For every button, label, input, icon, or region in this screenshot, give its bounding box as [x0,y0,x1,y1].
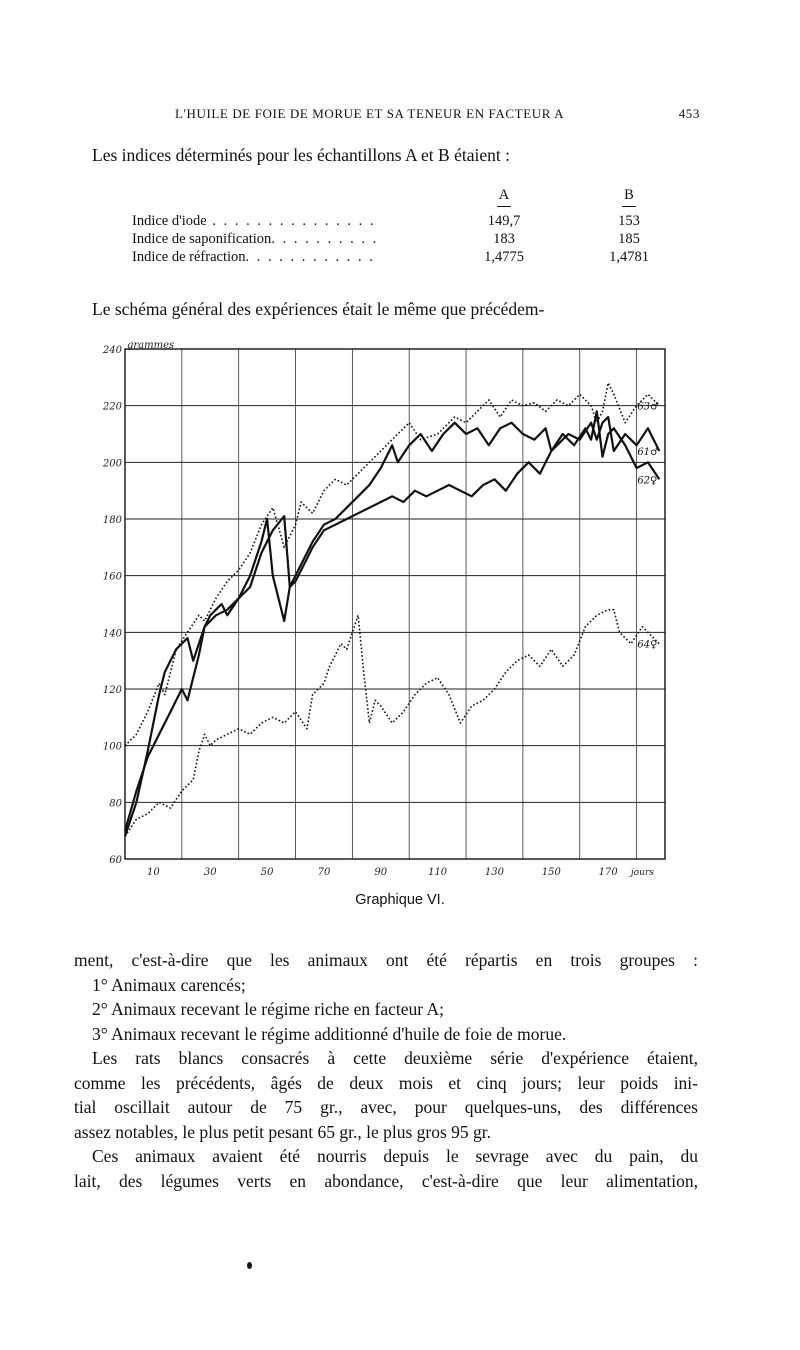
indices-header-b [554,186,704,212]
figure-caption: Graphique VI. [355,892,445,908]
x-axis-unit: jours [630,868,654,878]
page-number: 453 [678,106,700,121]
body-text [74,948,698,1193]
y-tick-label: 180 [102,515,122,526]
x-tick-label: 50 [260,867,274,878]
x-tick-label: 130 [484,867,505,878]
row-label: Indice de réfraction [132,249,246,265]
schema-line: Le schéma général des expériences était le même que précédem- [92,299,545,319]
y-tick-label: 100 [102,741,122,753]
series-label: 64♀ [637,639,658,651]
series-label: 63♂ [637,401,660,413]
header-b-dash [622,206,636,207]
row-value-b: 185 [618,231,640,247]
x-tick-label: 30 [203,867,217,878]
ink-dot [247,1262,252,1269]
running-head-title: L'HUILE DE FOIE DE MORUE ET SA TENEUR EN FACTEUR A [175,106,565,121]
body-line: lait, des légumes verts en abondance, c'est-à-dire que leur alimentation, [74,1170,698,1191]
header-b-label: B [624,187,634,203]
series-label: 62♀ [637,475,658,487]
row-label: Indice de saponification [132,231,272,247]
plot-frame [125,349,665,859]
row-label-cell [132,248,454,266]
row-value-a: 1,4775 [484,249,524,265]
y-tick-label: 240 [102,345,122,356]
y-tick-label: 200 [102,458,122,470]
row-value-a: 183 [493,231,515,247]
header-a-dash [497,206,511,207]
row-value-b: 1,4781 [609,249,649,265]
row-leader: . . . . . . . . . . . . . . . [206,213,376,229]
row-value-b: 153 [618,213,640,229]
y-tick-label: 60 [109,855,122,866]
weight-chart [100,336,680,886]
indices-table [132,186,704,266]
row-label: Indice d'iode [132,213,207,229]
row-value-a: 149,7 [487,213,521,229]
intro-line: Les indices déterminés pour les échantillons A et B étaient : [92,145,510,165]
indices-header-a [454,186,554,212]
body-line: assez notables, le plus petit pesant 65 gr., le plus gros 95 gr. [74,1121,492,1142]
body-line: Ces animaux avaient été nourris depuis le sevrage avec du pain, du [92,1146,698,1166]
body-line: 2° Animaux recevant le régime riche en facteur A; [92,999,444,1019]
header-a-label: A [498,187,510,203]
y-tick-label: 80 [109,798,122,810]
series-line [125,411,659,830]
table-row [132,230,704,248]
body-line: ment, c'est-à-dire que les animaux ont été répartis en trois groupes : [74,950,698,970]
y-tick-label: 220 [102,401,122,413]
y-tick-label: 160 [102,571,122,583]
row-label-cell [132,212,454,230]
table-row [132,212,704,230]
series-label: 61♂ [637,447,660,458]
body-line: Les rats blancs consacrés à cette deuxième série d'expérience étaient, [92,1048,698,1068]
x-tick-label: 150 [541,867,561,878]
y-tick-label: 140 [102,628,122,640]
y-tick-label: 120 [102,685,122,696]
body-line: comme les précédents, âgés de deux mois et cinq jours; leur poids ini- [74,1072,698,1093]
x-tick-label: 170 [598,867,618,878]
table-row [132,248,704,266]
indices-header-row [132,186,704,212]
row-leader: . . . . . . . . . . . . [245,249,375,265]
body-line: tial oscillait autour de 75 gr., avec, pour quelques-uns, des différences [74,1097,698,1117]
row-leader: . . . . . . . . . . [271,231,379,247]
x-tick-label: 90 [374,867,388,878]
indices-header-blank [132,186,454,212]
x-tick-label: 70 [317,867,331,878]
body-line: 1° Animaux carencés; [92,974,246,995]
row-label-cell [132,230,454,248]
y-axis-unit: grammes [127,340,175,351]
body-line: 3° Animaux recevant le régime additionné d'huile de foie de morue. [92,1023,567,1044]
x-tick-label: 10 [147,867,160,878]
x-tick-label: 110 [428,867,448,878]
